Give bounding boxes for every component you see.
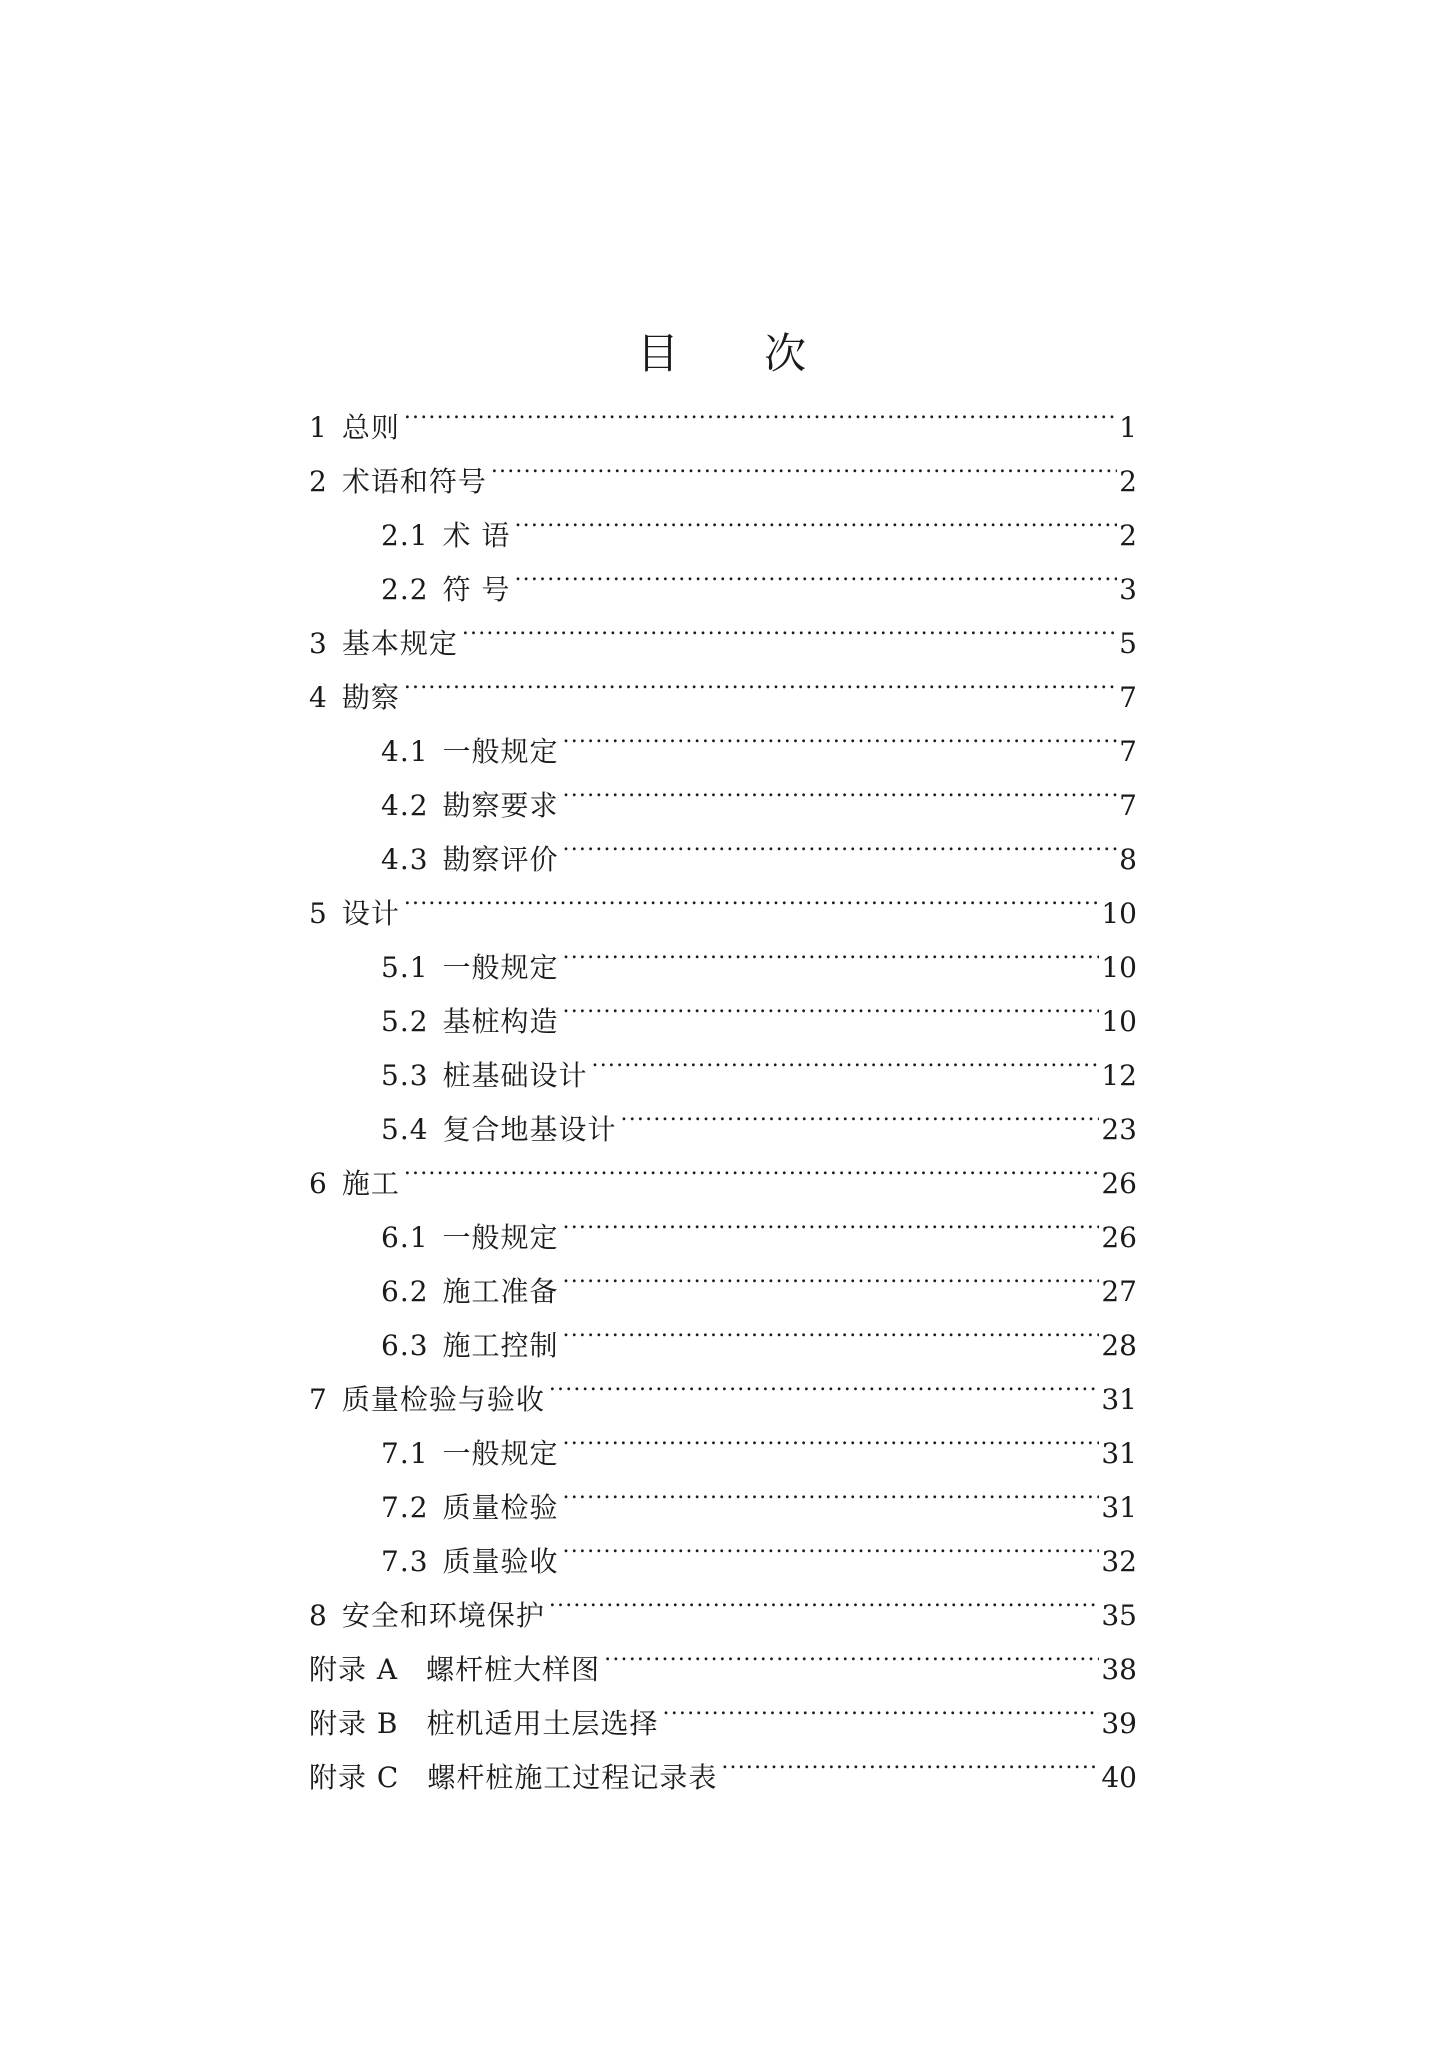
toc-entry-page: 38 <box>1101 1653 1137 1686</box>
toc-entry-label <box>309 1373 545 1427</box>
dot-leader <box>563 761 1118 815</box>
toc-entry-label <box>381 1211 559 1265</box>
toc-entry-number: 4 <box>309 681 328 714</box>
toc-entry-page: 2 <box>1119 519 1137 552</box>
toc-entry[interactable] <box>309 653 1137 714</box>
toc-entry-number: 6 <box>309 1167 328 1200</box>
toc-entry-text: 术 语 <box>442 519 511 552</box>
dot-leader <box>404 1139 1100 1193</box>
toc-entry-text: 一般规定 <box>442 1437 559 1470</box>
toc-title: 目 次 <box>636 329 843 379</box>
toc-entry-label <box>309 455 487 509</box>
toc-entry-label <box>309 1589 545 1643</box>
dot-leader <box>563 1517 1100 1571</box>
toc-entry-page: 32 <box>1101 1545 1137 1578</box>
toc-entry-label <box>309 671 400 725</box>
toc-entry-number: 6.1 <box>381 1221 429 1254</box>
dot-leader <box>549 1355 1100 1409</box>
toc-entry-text: 总则 <box>341 411 400 444</box>
toc-entry-label <box>309 1697 659 1751</box>
toc-entry-text: 螺杆桩大样图 <box>426 1653 601 1686</box>
toc-entry-page: 5 <box>1119 627 1137 660</box>
toc-entry-text: 桩基础设计 <box>442 1059 588 1092</box>
toc-entry-page: 8 <box>1119 843 1137 876</box>
toc-entry-text: 一般规定 <box>442 1221 559 1254</box>
dot-leader <box>721 1733 1099 1787</box>
toc-entry-number: 7 <box>309 1383 328 1416</box>
toc-entry-page: 40 <box>1101 1761 1137 1794</box>
toc-entry-number: 5 <box>309 897 328 930</box>
dot-leader <box>621 1085 1100 1139</box>
toc-entry[interactable] <box>309 1193 1137 1254</box>
dot-leader <box>563 1247 1100 1301</box>
toc-entry-page: 26 <box>1101 1167 1137 1200</box>
toc-entry-label <box>381 1319 559 1373</box>
dot-leader <box>514 545 1117 599</box>
toc-entry-page: 39 <box>1101 1707 1137 1740</box>
toc-entry-number: 3 <box>309 627 328 660</box>
toc-entry-label <box>381 1427 559 1481</box>
toc-entry-text: 术语和符号 <box>341 465 487 498</box>
toc-entry-label <box>309 1751 717 1805</box>
toc-entry-label <box>309 887 400 941</box>
toc-entry-number: 附录 A <box>309 1653 399 1686</box>
dot-leader <box>604 1625 1099 1679</box>
toc-entry-page: 1 <box>1119 411 1137 444</box>
toc-entry-page: 7 <box>1119 789 1137 822</box>
toc-entry-label <box>381 1265 559 1319</box>
toc-entry-text: 一般规定 <box>442 951 559 984</box>
toc-entry-page: 10 <box>1101 897 1137 930</box>
dot-leader <box>404 383 1117 437</box>
toc-entry-page: 26 <box>1101 1221 1137 1254</box>
dot-leader <box>563 923 1100 977</box>
toc-entry-number: 附录 C <box>309 1761 400 1794</box>
toc-entry[interactable] <box>309 383 1137 444</box>
toc-entry-text: 质量验收 <box>442 1545 559 1578</box>
toc-entry-page: 7 <box>1119 681 1137 714</box>
toc-entry[interactable] <box>309 923 1137 984</box>
toc-entry-page: 10 <box>1101 951 1137 984</box>
dot-leader <box>663 1679 1100 1733</box>
toc-entry-number: 5.1 <box>381 951 429 984</box>
toc-entry-text: 基本规定 <box>341 627 458 660</box>
dot-leader <box>563 707 1118 761</box>
toc-entry[interactable] <box>309 1139 1137 1200</box>
toc-entry[interactable] <box>309 437 1137 498</box>
dot-leader <box>549 1571 1100 1625</box>
toc-entry-page: 27 <box>1101 1275 1137 1308</box>
dot-leader <box>563 815 1118 869</box>
toc-entry-text: 勘察评价 <box>442 843 559 876</box>
dot-leader <box>404 653 1117 707</box>
toc-entry-label <box>381 995 559 1049</box>
toc-entry-label <box>381 1481 559 1535</box>
toc-entry-number: 4.2 <box>381 789 429 822</box>
toc-entry-text: 安全和环境保护 <box>341 1599 545 1632</box>
toc-entry[interactable] <box>309 869 1137 930</box>
toc-entry-number: 2.2 <box>381 573 429 606</box>
toc-entry-text: 施工准备 <box>442 1275 559 1308</box>
toc-entry-label <box>381 725 559 779</box>
table-of-contents <box>309 383 1137 1794</box>
dot-leader <box>563 977 1100 1031</box>
toc-entry-text: 螺杆桩施工过程记录表 <box>427 1761 718 1794</box>
toc-entry-text: 施工控制 <box>442 1329 559 1362</box>
dot-leader <box>563 1301 1100 1355</box>
toc-entry-number: 7.1 <box>381 1437 429 1470</box>
toc-entry-label <box>381 1535 559 1589</box>
toc-entry-page: 35 <box>1101 1599 1137 1632</box>
toc-entry-label <box>381 779 559 833</box>
toc-entry-label <box>381 1049 588 1103</box>
toc-entry-page: 31 <box>1101 1437 1137 1470</box>
toc-entry-label <box>309 401 400 455</box>
toc-entry-label <box>309 1643 600 1697</box>
toc-entry-number: 5.3 <box>381 1059 429 1092</box>
toc-entry-text: 桩机适用土层选择 <box>426 1707 659 1740</box>
toc-entry[interactable] <box>309 707 1137 768</box>
dot-leader <box>491 437 1117 491</box>
toc-entry-label <box>381 509 510 563</box>
toc-entry-label <box>381 941 559 995</box>
toc-entry-text: 一般规定 <box>442 735 559 768</box>
dot-leader <box>462 599 1117 653</box>
toc-entry-number: 2 <box>309 465 328 498</box>
toc-entry-text: 质量检验 <box>442 1491 559 1524</box>
toc-entry-number: 7.3 <box>381 1545 429 1578</box>
toc-entry-text: 施工 <box>341 1167 400 1200</box>
toc-entry-text: 复合地基设计 <box>442 1113 617 1146</box>
dot-leader <box>563 1193 1100 1247</box>
toc-entry-number: 6.2 <box>381 1275 429 1308</box>
toc-entry-text: 设计 <box>341 897 400 930</box>
toc-entry-text: 质量检验与验收 <box>341 1383 545 1416</box>
toc-entry-number: 6.3 <box>381 1329 429 1362</box>
toc-entry-number: 4.3 <box>381 843 429 876</box>
toc-entry-number: 4.1 <box>381 735 429 768</box>
toc-entry-page: 31 <box>1101 1491 1137 1524</box>
toc-entry-page: 3 <box>1119 573 1137 606</box>
toc-entry-page: 7 <box>1119 735 1137 768</box>
toc-entry-text: 勘察 <box>341 681 400 714</box>
dot-leader <box>404 869 1100 923</box>
toc-entry-page: 31 <box>1101 1383 1137 1416</box>
toc-entry-number: 8 <box>309 1599 328 1632</box>
toc-entry-number: 5.4 <box>381 1113 429 1146</box>
dot-leader <box>563 1409 1100 1463</box>
toc-entry-page: 10 <box>1101 1005 1137 1038</box>
toc-entry-page: 28 <box>1101 1329 1137 1362</box>
toc-entry-text: 基桩构造 <box>442 1005 559 1038</box>
toc-entry-page: 23 <box>1101 1113 1137 1146</box>
dot-leader <box>563 1463 1100 1517</box>
toc-entry-label <box>309 1157 400 1211</box>
toc-entry-page: 12 <box>1101 1059 1137 1092</box>
toc-entry-number: 1 <box>309 411 328 444</box>
toc-entry-number: 7.2 <box>381 1491 429 1524</box>
toc-entry-text: 勘察要求 <box>442 789 559 822</box>
dot-leader <box>514 491 1117 545</box>
toc-entry-number: 5.2 <box>381 1005 429 1038</box>
toc-entry-number: 附录 B <box>309 1707 399 1740</box>
toc-entry-page: 2 <box>1119 465 1137 498</box>
dot-leader <box>592 1031 1100 1085</box>
toc-entry-number: 2.1 <box>381 519 429 552</box>
toc-entry-text: 符 号 <box>442 573 511 606</box>
